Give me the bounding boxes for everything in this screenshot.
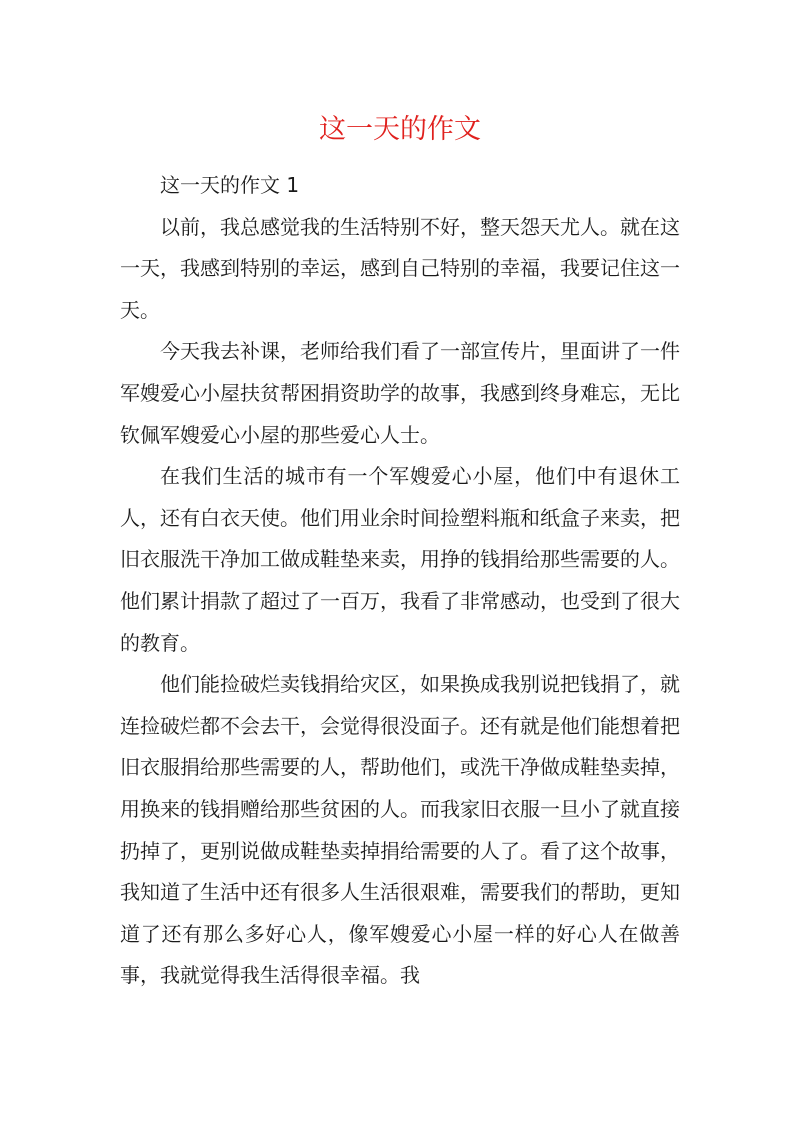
paragraph-3: 在我们生活的城市有一个军嫂爱心小屋，他们中有退休工人，还有白衣天使。他们用业余时间捡塑料瓶和纸盒子来卖，把旧衣服洗干净加工做成鞋垫来卖，用挣的钱捐给那些需要的人。他们累计捐款了超过了一百万，我看了非常感动，也受到了很大的教育。: [120, 464, 680, 655]
paragraph-2: 今天我去补课，老师给我们看了一部宣传片，里面讲了一件军嫂爱心小屋扶贫帮困捐资助学的故事，我感到终身难忘，无比钦佩军嫂爱心小屋的那些爱心人士。: [120, 339, 680, 447]
document-body: [120, 165, 680, 997]
document-title: 这一天的作文: [319, 114, 481, 145]
paragraph-4: 他们能捡破烂卖钱捐给灾区，如果换成我别说把钱捐了，就连捡破烂都不会去干，会觉得很没面子。还有就是他们能想着把旧衣服捐给那些需要的人，帮助他们，或洗干净做成鞋垫卖掉，用换来的钱捐赠给那些贫困的人。而我家旧衣服一旦小了就直接扔掉了，更别说做成鞋垫卖掉捐给需要的人了。看了这个故事，我知道了生活中还有很多人生活很艰难，需要我们的帮助，更知道了还有那么多好心人，像军嫂爱心小屋一样的好心人在做善事，我就觉得我生活得很幸福。我: [120, 672, 680, 988]
section-heading: 这一天的作文 1: [160, 173, 300, 197]
paragraph-1: 以前，我总感觉我的生活特别不好，整天怨天尤人。就在这一天，我感到特别的幸运，感到自己特别的幸福，我要记住这一天。: [120, 214, 680, 322]
